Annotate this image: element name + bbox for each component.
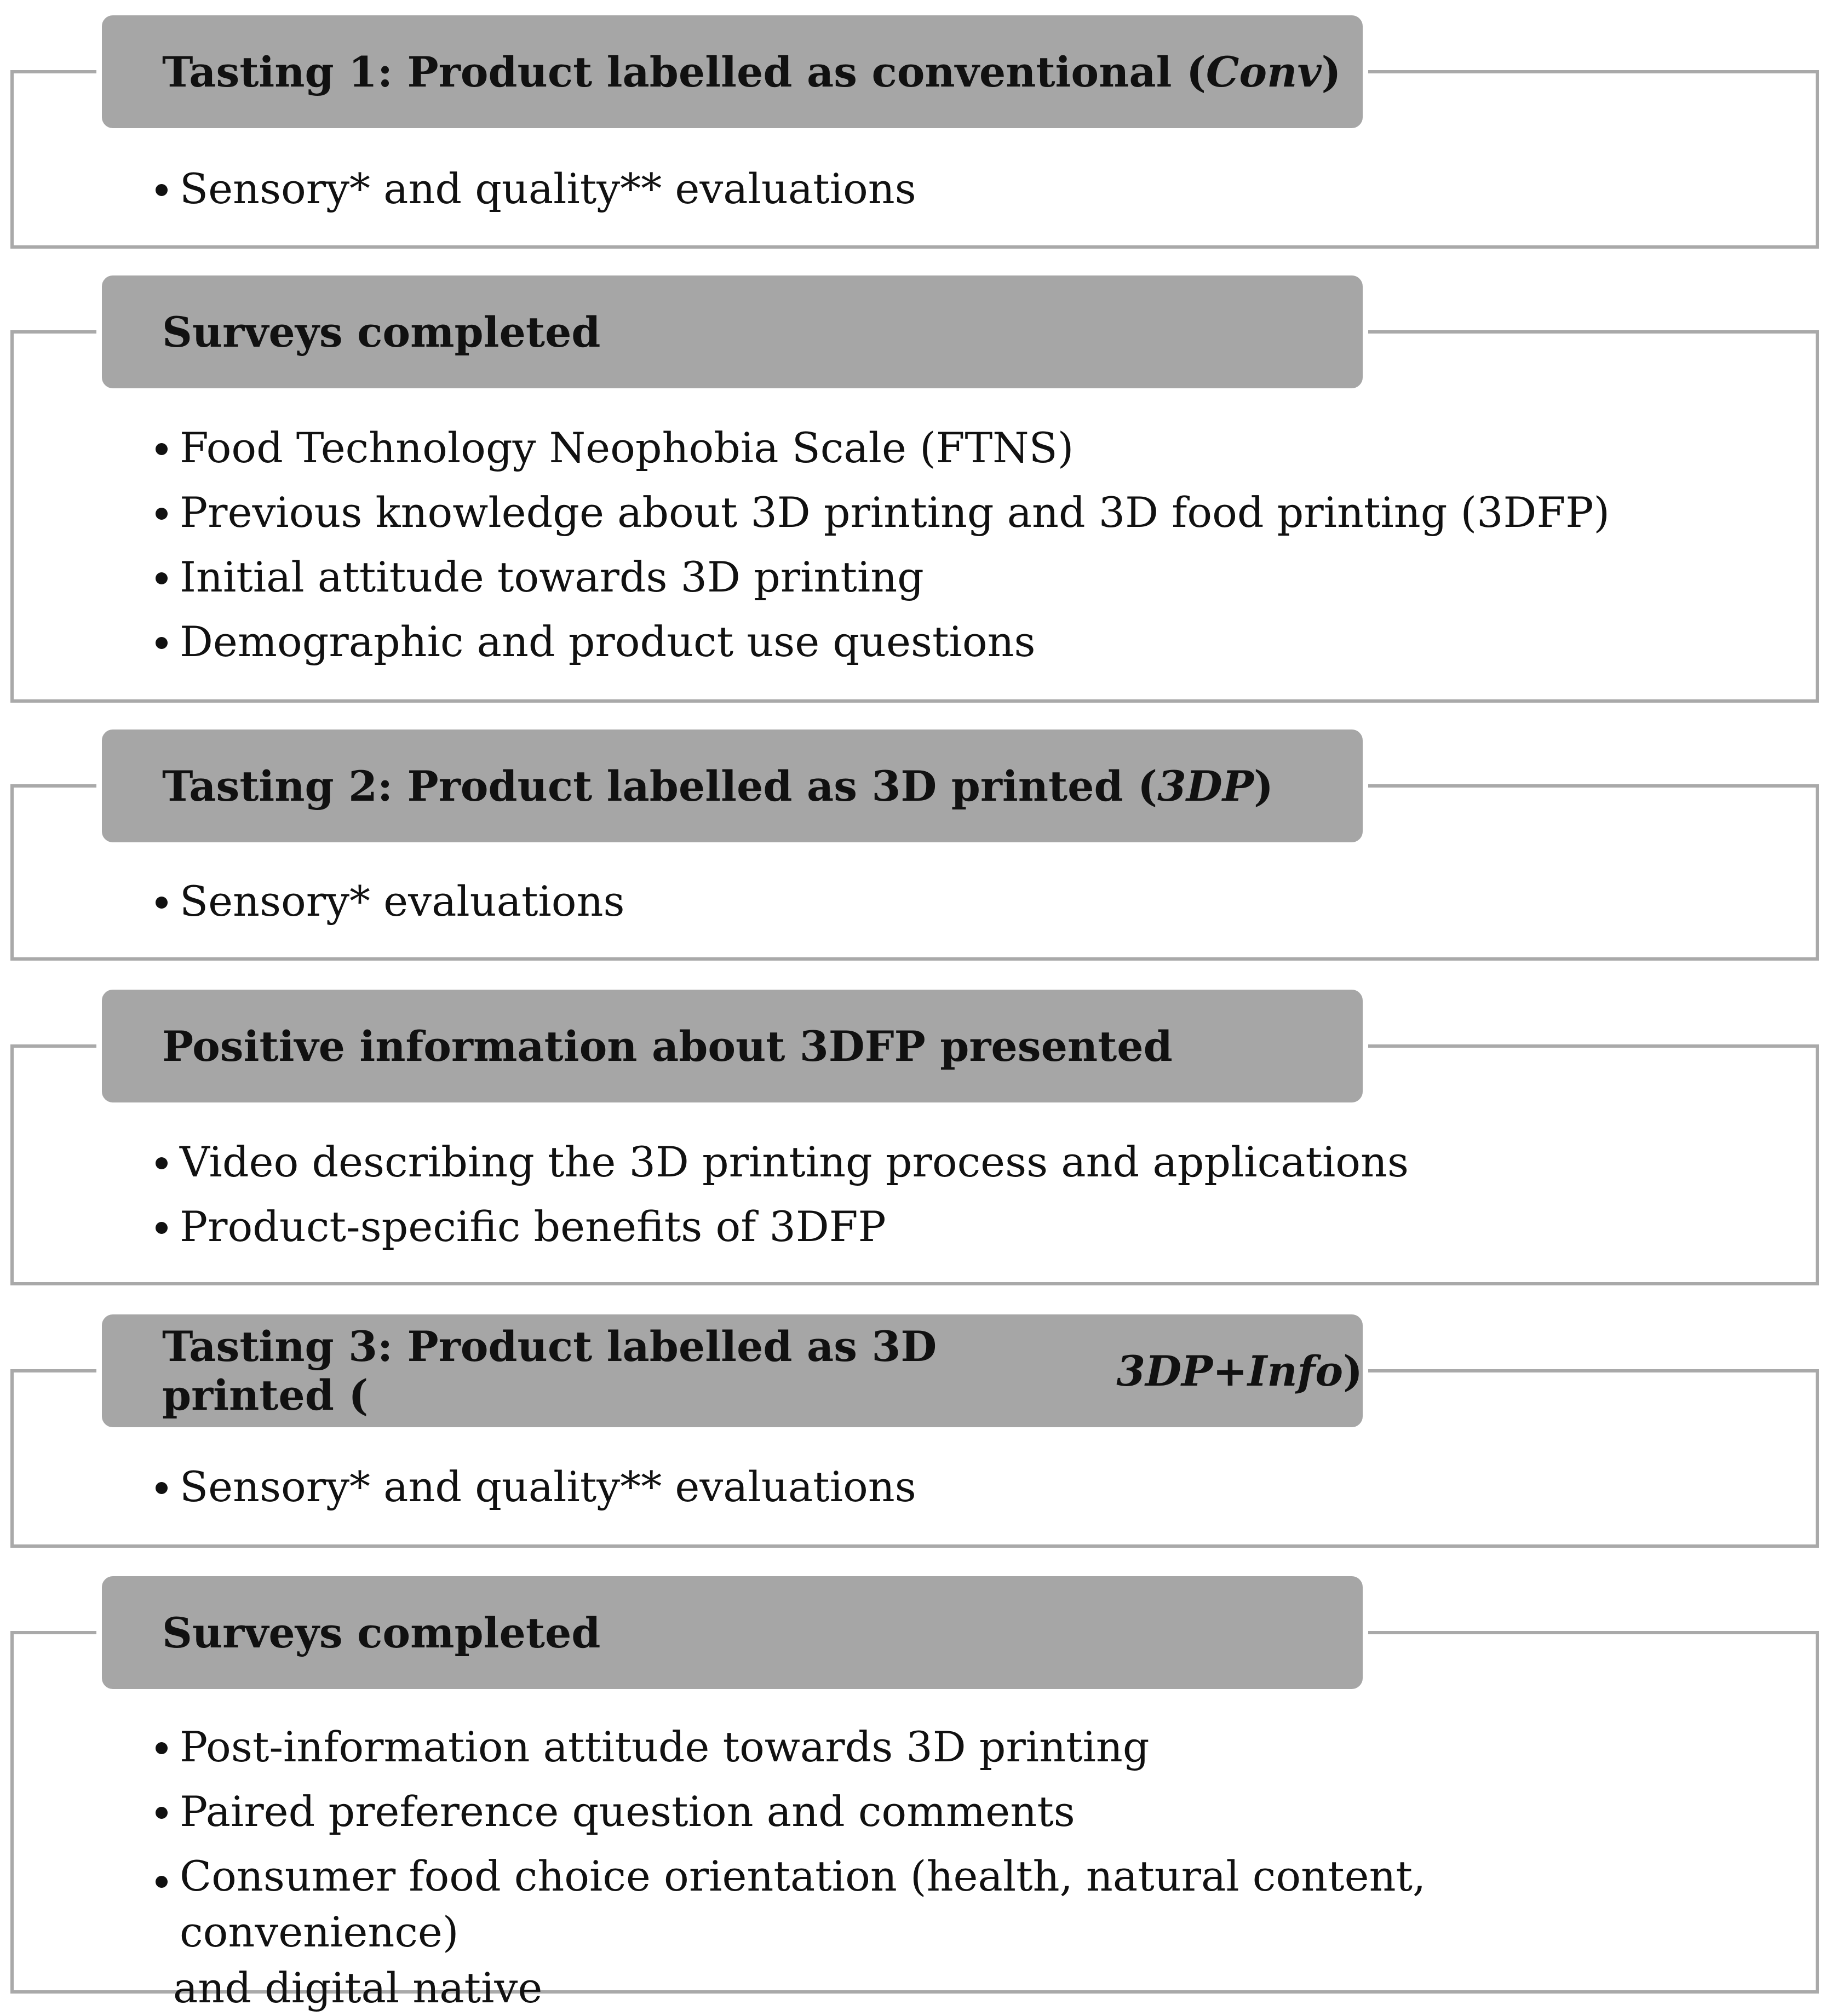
bullet-list xyxy=(154,1715,1686,2016)
step-tasting-2 xyxy=(0,724,1831,961)
bullet-line: Consumer food choice orientation (health, natural content, convenience) xyxy=(180,1852,1426,1956)
step-surveys-2 xyxy=(0,1571,1831,2012)
bullet-item: Post-information attitude towards 3D printing xyxy=(154,1715,1686,1779)
bullet-item: Video describing the 3D printing process and applications xyxy=(154,1130,1409,1194)
header-italic: 3DP+Info xyxy=(1116,1346,1344,1395)
header-end: ) xyxy=(1343,1346,1363,1395)
bullet-list xyxy=(154,157,916,221)
step-information xyxy=(0,984,1831,1285)
bullet-item: Initial attitude towards 3D printing xyxy=(154,545,1610,610)
bullet-item: Paired preference question and comments xyxy=(154,1779,1686,1844)
bullet-item: Food Technology Neophobia Scale (FTNS) xyxy=(154,416,1610,480)
bullet-item: Previous knowledge about 3D printing and 3D food printing (3DFP) xyxy=(154,480,1610,545)
step-header xyxy=(96,984,1368,1108)
bullet-item: Sensory* evaluations xyxy=(154,869,625,934)
step-header xyxy=(96,270,1368,394)
bullet-item xyxy=(154,1848,1686,2016)
step-header xyxy=(96,1309,1368,1433)
bullet-item: Product-specific benefits of 3DFP xyxy=(154,1194,1409,1259)
step-tasting-1 xyxy=(0,10,1831,249)
header-italic: 3DP xyxy=(1157,761,1254,811)
header-text: Positive information about 3DFP presented xyxy=(162,1021,1173,1071)
bullet-list xyxy=(154,1130,1409,1259)
header-text: Surveys completed xyxy=(162,307,601,357)
header-end: ) xyxy=(1321,47,1341,96)
header-text: Tasting 1: Product labelled as conventional ( xyxy=(162,47,1206,96)
bullet-list xyxy=(154,416,1610,674)
step-surveys-1 xyxy=(0,270,1831,703)
header-text: Tasting 2: Product labelled as 3D printed ( xyxy=(162,761,1158,811)
header-text: Surveys completed xyxy=(162,1608,601,1657)
header-end: ) xyxy=(1253,761,1273,811)
step-header xyxy=(96,10,1368,134)
bullet-item: Sensory* and quality** evaluations xyxy=(154,1455,916,1519)
bullet-list xyxy=(154,1455,916,1519)
bullet-list xyxy=(154,869,625,934)
bullet-item: Demographic and product use questions xyxy=(154,610,1610,674)
header-italic: Conv xyxy=(1206,47,1322,96)
step-header xyxy=(96,724,1368,848)
step-tasting-3 xyxy=(0,1309,1831,1548)
header-text: Tasting 3: Product labelled as 3D printed ( xyxy=(162,1322,937,1420)
bullet-line-continuation: and digital native xyxy=(173,1963,543,2012)
step-header xyxy=(96,1571,1368,1695)
bullet-item: Sensory* and quality** evaluations xyxy=(154,157,916,221)
